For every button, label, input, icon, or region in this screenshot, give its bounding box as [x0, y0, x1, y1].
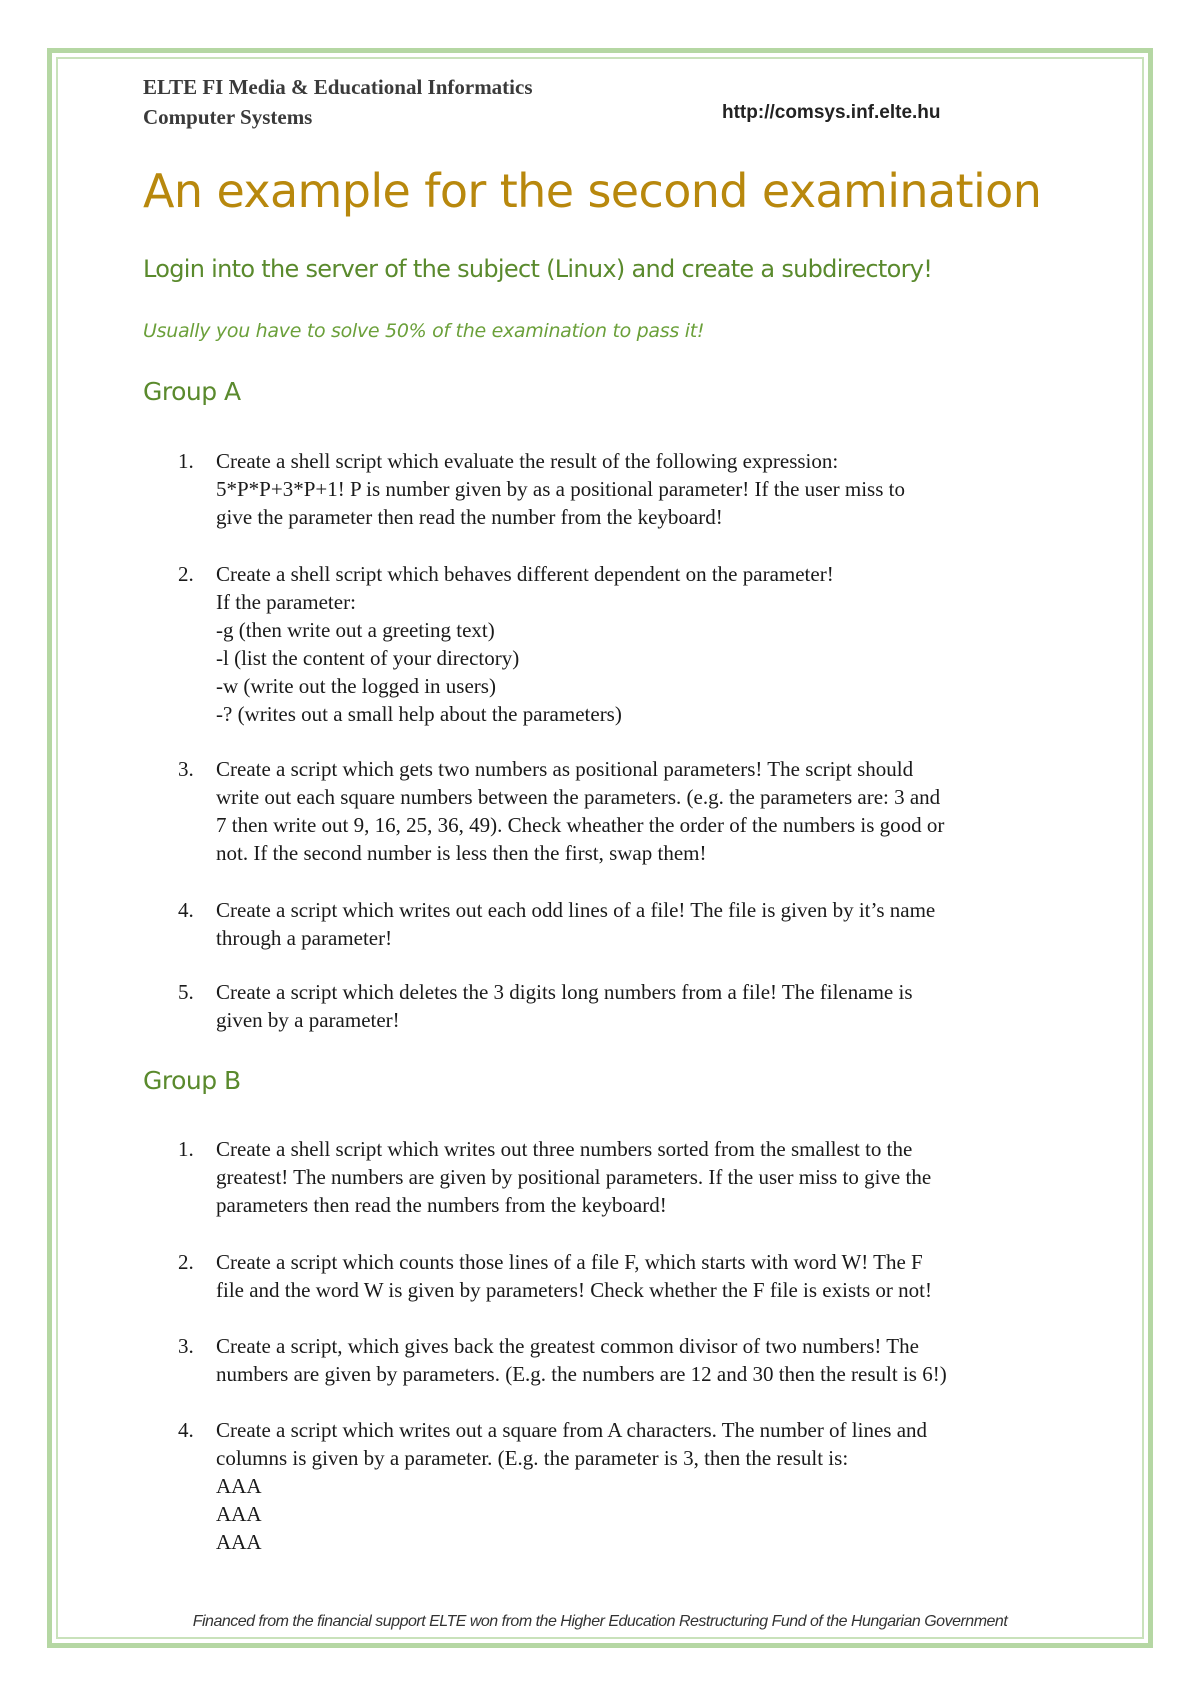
task-line: not. If the second number is less then the first, swap them! [216, 841, 707, 865]
task-text [216, 560, 1076, 728]
task-number: 2. [178, 1250, 194, 1274]
task-line: -w (write out the logged in users) [216, 674, 496, 698]
task-text [216, 755, 1076, 867]
header-org-line1: ELTE FI Media & Educational Informatics [143, 75, 533, 99]
task-text [216, 978, 1076, 1034]
task-number: 1. [178, 449, 194, 473]
task-line: Create a script which deletes the 3 digits long numbers from a file! The filename is [216, 980, 913, 1004]
task-line: numbers are given by parameters. (E.g. the numbers are 12 and 30 then the result is 6!) [216, 1362, 947, 1386]
task-line: file and the word W is given by parameters! Check whether the F file is exists or not! [216, 1278, 932, 1302]
task-number: 5. [178, 980, 194, 1004]
task-line: 7 then write out 9, 16, 25, 36, 49). Check wheather the order of the numbers is good or [216, 813, 945, 837]
task-line: Create a shell script which writes out three numbers sorted from the smallest to the [216, 1137, 913, 1161]
task-line: AAA [216, 1530, 262, 1554]
task-line: Create a script which gets two numbers as positional parameters! The script should [216, 757, 914, 781]
task-line: If the parameter: [216, 590, 356, 614]
task-line: write out each square numbers between the parameters. (e.g. the parameters are: 3 and [216, 785, 941, 809]
task-line: Create a shell script which behaves different dependent on the parameter! [216, 562, 834, 586]
task-line: -l (list the content of your directory) [216, 646, 520, 670]
task-number: 4. [178, 1418, 194, 1442]
page-title: An example for the second examination [143, 164, 1042, 218]
task-line: Create a script which counts those lines of a file F, which starts with word W! The F [216, 1250, 923, 1274]
task-line: columns is given by a parameter. (E.g. the parameter is 3, then the result is: [216, 1446, 849, 1470]
task-number: 1. [178, 1137, 194, 1161]
header-org-line2: Computer Systems [143, 105, 313, 129]
header-organization [143, 72, 533, 132]
task-line: Create a script, which gives back the greatest common divisor of two numbers! The [216, 1334, 919, 1358]
task-line: Create a shell script which evaluate the result of the following expression: [216, 449, 839, 473]
task-number: 4. [178, 898, 194, 922]
task-text [216, 1416, 1076, 1556]
task-line: 5*P*P+3*P+1! P is number given by as a positional parameter! If the user miss to [216, 477, 905, 501]
header-url: http://comsys.inf.elte.hu [722, 102, 941, 123]
pass-note: Usually you have to solve 50% of the examination to pass it! [143, 320, 705, 342]
task-text [216, 1135, 1076, 1219]
footer-funding-note: Financed from the financial support ELTE won from the Higher Education Restructuring Fund of the Hungarian Government [192, 1613, 1008, 1630]
page-subtitle: Login into the server of the subject (Linux) and create a subdirectory! [143, 255, 933, 283]
task-text [216, 447, 1076, 531]
task-line: give the parameter then read the number from the keyboard! [216, 505, 723, 529]
task-text [216, 896, 1076, 952]
group-b-heading: Group B [143, 1066, 241, 1095]
task-text [216, 1332, 1076, 1388]
task-line: AAA [216, 1502, 262, 1526]
task-line: -g (then write out a greeting text) [216, 618, 495, 642]
task-line: Create a script which writes out a square from A characters. The number of lines and [216, 1418, 928, 1442]
task-line: AAA [216, 1474, 262, 1498]
task-number: 2. [178, 562, 194, 586]
task-number: 3. [178, 1334, 194, 1358]
task-line: -? (writes out a small help about the parameters) [216, 702, 622, 726]
task-line: given by a parameter! [216, 1008, 400, 1032]
group-a-heading: Group A [143, 377, 241, 406]
task-line: through a parameter! [216, 926, 393, 950]
task-text [216, 1248, 1076, 1304]
task-line: greatest! The numbers are given by positional parameters. If the user miss to give the [216, 1165, 932, 1189]
task-line: parameters then read the numbers from the keyboard! [216, 1193, 667, 1217]
task-line: Create a script which writes out each odd lines of a file! The file is given by it’s name [216, 898, 936, 922]
task-number: 3. [178, 757, 194, 781]
